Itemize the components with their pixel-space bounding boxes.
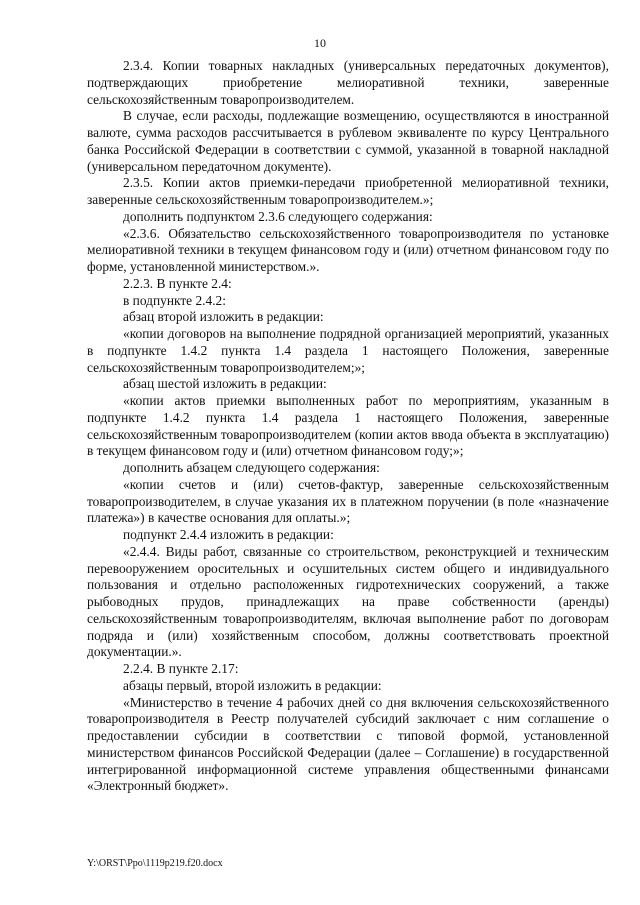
paragraph: «копии актов приемки выполненных работ по мероприятиям, указанным в подпункте 1.4.2 пункта 1.4 раздела 1 настоящего Положения, заверенные сельскохозяйственным товаропроизводителем (копии актов ввода объекта в эксплуатацию) в текущем финансовом году и (или) отчетном финансовом году;»; (87, 393, 609, 459)
paragraph: 2.2.3. В пункте 2.4: (123, 275, 232, 291)
paragraph: дополнить абзацем следующего содержания: (123, 460, 380, 475)
paragraph: абзац шестой изложить в редакции: (123, 376, 327, 392)
paragraph: дополнить подпунктом 2.3.6 следующего содержания: (123, 208, 433, 224)
paragraph: «копии договоров на выполнение подрядной организацией мероприятий, указанных в подпункте 1.4.2 пункта 1.4 раздела 1 настоящего Положения, заверенные сельскохозяйственным товаропроизводителем;»; (87, 326, 609, 375)
paragraph: 2.2.4. В пункте 2.17: (123, 661, 239, 676)
paragraph: «2.4.4. Виды работ, связанные со строительством, реконструкцией и техническим перевооружением оросительных и осушительных систем общего и индивидуального пользования и отдельно расположенных гидротехнических сооружений, а также рыбоводных прудов, принадлежащих на праве собственности (аренды) сельскохозяйственным товаропроизводителям, включая выполнение работ по договорам подряда и (или) хозяйственным способом, должны соответствовать проектной документации.». (87, 543, 609, 660)
paragraph: В случае, если расходы, подлежащие возмещению, осуществляются в иностранной валюте, сумма расходов рассчитывается в рублевом эквиваленте по курсу Центрального банка Российской Федерации в соответствии с суммой, указанной в товарной накладной (универсальном передаточном документе). (87, 108, 609, 174)
file-path-footer: Y:\ORST\Ppo\1119p219.f20.docx (87, 858, 223, 869)
paragraph: 2.3.4. Копии товарных накладных (универсальных передаточных документов), подтверждающих приобретение мелиоративной техники, заверенные сельскохозяйственным товаропроизводителем. (87, 58, 609, 107)
paragraph: «копии счетов и (или) счетов-фактур, заверенные сельскохозяйственным товаропроизводителем, в случае указания их в платежном поручении (в поле «назначение платежа») в качестве основания для оплаты.»; (87, 476, 609, 526)
page-number: 10 (314, 36, 326, 50)
paragraph: в подпункте 2.4.2: (123, 292, 226, 308)
paragraph: абзацы первый, второй изложить в редакции: (123, 677, 382, 693)
paragraph: 2.3.5. Копии актов приемки-передачи приобретенной мелиоративной техники, заверенные сельскохозяйственным товаропроизводителем.»; (87, 175, 609, 207)
paragraph: подпункт 2.4.4 изложить в редакции: (123, 527, 334, 542)
document-body (87, 58, 609, 795)
paragraph: «2.3.6. Обязательство сельскохозяйственного товаропроизводителя по установке мелиоративной техники в текущем финансовом году и (или) отчетном финансовом году по форме, установленной министерством.». (87, 225, 609, 274)
paragraph: «Министерство в течение 4 рабочих дней со дня включения сельскохозяйственного товаропроизводителя в Реестр получателей субсидий заключает с ним соглашение о предоставлении субсидии в соответствии с типовой формой, установленной министерством финансов Российской Федерации (далее – Соглашение) в государственной интегрированной информационной системе управления общественными финансами «Электронный бюджет». (87, 694, 609, 794)
paragraph: абзац второй изложить в редакции: (123, 309, 324, 325)
